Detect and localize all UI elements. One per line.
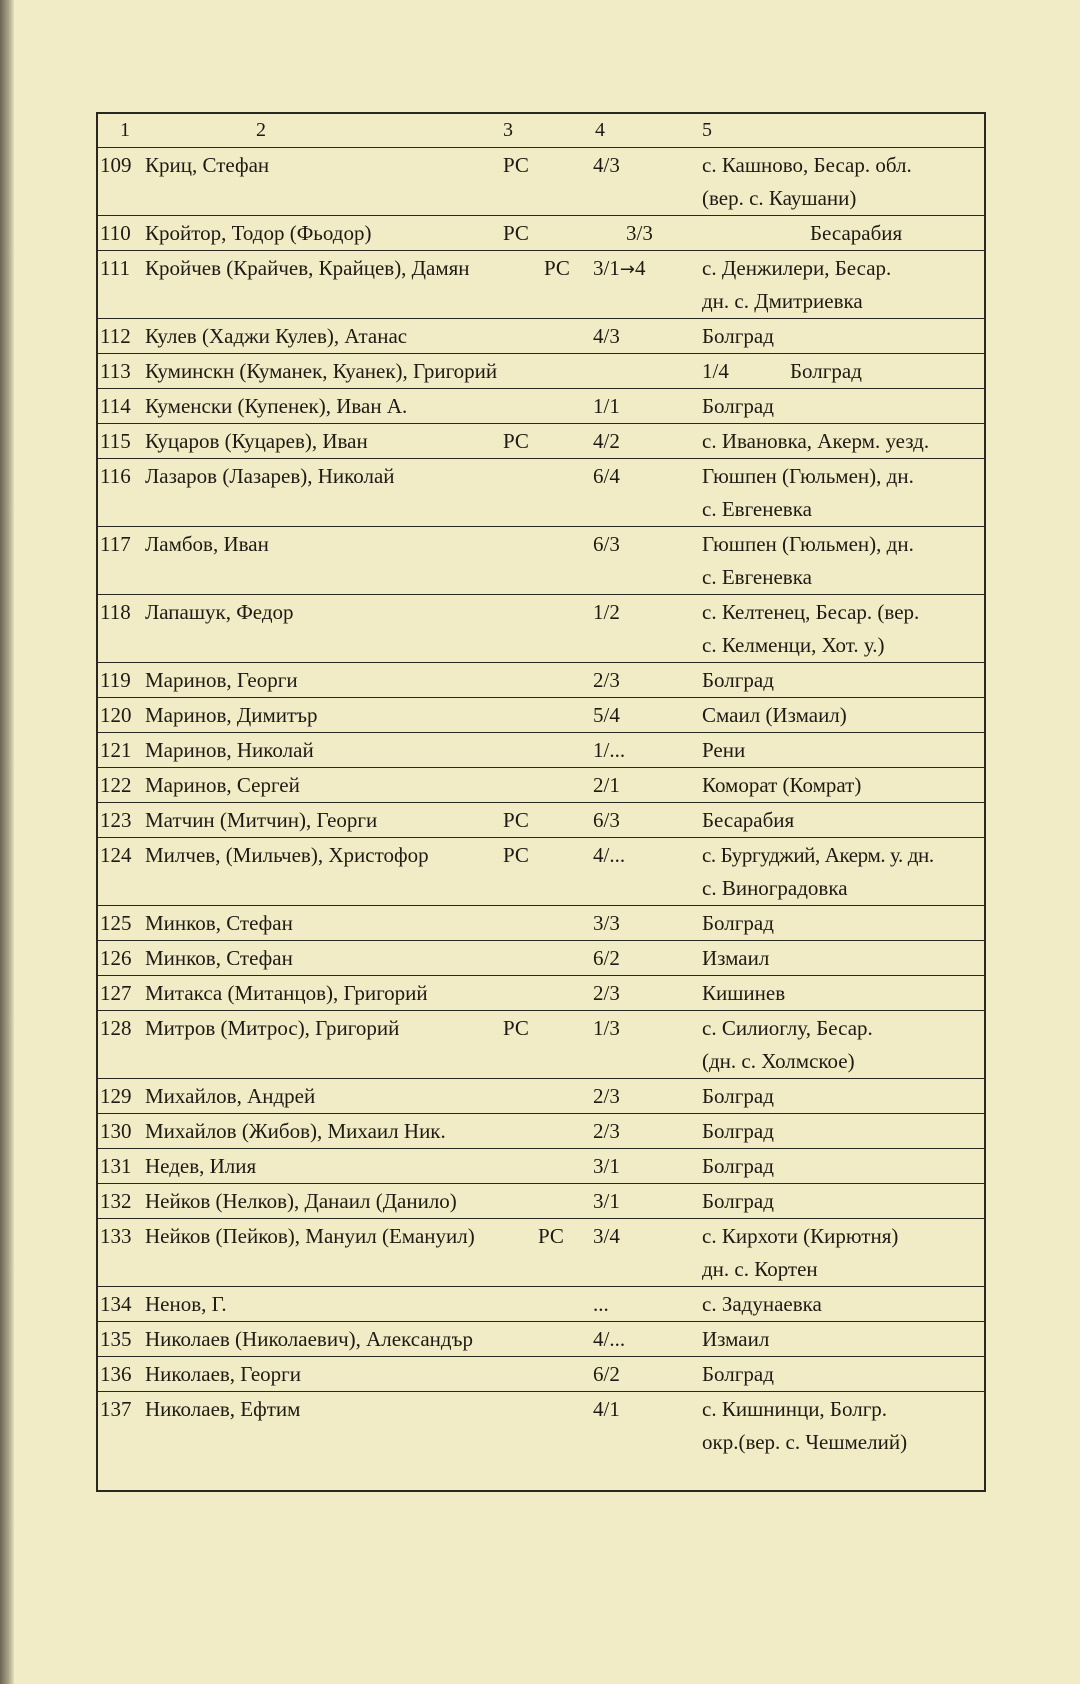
position-code: 4/...: [593, 1327, 626, 1351]
row-number: 111: [100, 256, 130, 280]
place-line-1: Болград: [790, 359, 862, 383]
place-line-1: Смаил (Измаил): [702, 703, 847, 727]
place-line-2: (дн. с. Холмское): [702, 1049, 855, 1073]
place-line-1: Измаил: [702, 946, 770, 970]
row-number: 116: [100, 464, 131, 488]
place-line-2: с. Келменци, Хот. у.): [702, 633, 885, 657]
position-code: 6/2: [593, 1362, 620, 1386]
position-code: 1/4: [702, 359, 729, 383]
row-number: 136: [100, 1362, 132, 1386]
register-table: [96, 112, 986, 1492]
table-row: [98, 318, 984, 353]
place-line-1: Бесарабия: [810, 221, 903, 245]
position-code: 3/4: [593, 1224, 620, 1248]
person-name: Лазаров (Лазарев), Николай: [145, 464, 395, 488]
position-code: 2/3: [593, 1119, 620, 1143]
row-number: 114: [100, 394, 131, 418]
rc-mark: РС: [544, 256, 570, 280]
position-code: 2/3: [593, 1084, 620, 1108]
place-line-1: Болград: [702, 911, 774, 935]
person-name: Кройтор, Тодор (Фьодор): [145, 221, 372, 245]
table-row: [98, 662, 984, 697]
row-number: 124: [100, 843, 132, 867]
table-row: [98, 388, 984, 423]
table-row: [98, 526, 984, 594]
table-row: [98, 802, 984, 837]
person-name: Куменски (Купенек), Иван А.: [145, 394, 408, 418]
place-line-1: Болград: [702, 668, 774, 692]
place-line-2: с. Евгеневка: [702, 497, 812, 521]
table-row: [98, 1218, 984, 1286]
row-number: 110: [100, 221, 131, 245]
row-number: 122: [100, 773, 132, 797]
position-code: 4/2: [593, 429, 620, 453]
position-code: 1/1: [593, 394, 620, 418]
table-row: [98, 147, 984, 215]
place-line-2: дн. с. Кортен: [702, 1257, 818, 1281]
person-name: Митров (Митрос), Григорий: [145, 1016, 400, 1040]
place-line-1: Бесарабия: [702, 808, 795, 832]
person-name: Нейков (Пейков), Мануил (Емануил): [145, 1224, 475, 1248]
place-line-1: с. Задунаевка: [702, 1292, 822, 1316]
table-row: [98, 250, 984, 318]
position-code-from: 3/1: [593, 256, 620, 280]
position-code: 4/3: [593, 153, 620, 177]
person-name: Маринов, Николай: [145, 738, 314, 762]
position-code: 5/4: [593, 703, 620, 727]
table-row: [98, 767, 984, 802]
row-number: 125: [100, 911, 132, 935]
table-row: [98, 1078, 984, 1113]
place-line-1: с. Келтенец, Бесар. (вер.: [702, 600, 920, 624]
person-name: Маринов, Георги: [145, 668, 298, 692]
place-line-1: Гюшпен (Гюльмен), дн.: [702, 464, 914, 488]
person-name: Кройчев (Крайчев, Крайцев), Дамян: [145, 256, 470, 280]
rc-mark: РС: [503, 843, 529, 867]
table-row: [98, 1010, 984, 1078]
place-line-2: с. Виноградовка: [702, 876, 848, 900]
place-line-1: Болград: [702, 1154, 774, 1178]
place-line-1: Измаил: [702, 1327, 770, 1351]
person-name: Митакса (Митанцов), Григорий: [145, 981, 428, 1005]
rc-mark: РС: [503, 1016, 529, 1040]
place-line-1: Болград: [702, 1084, 774, 1108]
table-row: [98, 905, 984, 940]
position-code: 3/3: [593, 911, 620, 935]
place-line-2: окр.(вер. с. Чешмелий): [702, 1430, 908, 1454]
position-code: 4/...: [593, 843, 626, 867]
position-code: 3/1: [593, 1189, 620, 1213]
place-line-1: Болград: [702, 1189, 774, 1213]
column-header-4: 4: [595, 119, 605, 141]
person-name: Михайлов, Андрей: [145, 1084, 316, 1108]
place-line-1: с. Ивановка, Акерм. уезд.: [702, 429, 930, 453]
person-name: Михайлов (Жибов), Михаил Ник.: [145, 1119, 446, 1143]
table-row: [98, 975, 984, 1010]
position-code: 2/3: [593, 981, 620, 1005]
table-row: [98, 1356, 984, 1391]
place-line-1: Болград: [702, 1362, 774, 1386]
place-line-2: с. Евгеневка: [702, 565, 812, 589]
position-code: 6/3: [593, 532, 620, 556]
place-line-2: дн. с. Дмитриевка: [702, 289, 863, 313]
place-line-1: Болград: [702, 324, 774, 348]
position-code: 6/2: [593, 946, 620, 970]
row-number: 127: [100, 981, 132, 1005]
position-code: 4/3: [593, 324, 620, 348]
table-row: [98, 1321, 984, 1356]
rc-mark: РС: [503, 153, 529, 177]
row-number: 137: [100, 1397, 132, 1421]
position-code: ...: [593, 1292, 609, 1316]
place-line-1: Болград: [702, 1119, 774, 1143]
row-number: 129: [100, 1084, 132, 1108]
rc-mark: РС: [538, 1224, 564, 1248]
place-line-1: с. Кашново, Бесар. обл.: [702, 153, 912, 177]
place-line-1: с. Денжилери, Бесар.: [702, 256, 892, 280]
table-row: [98, 423, 984, 458]
row-number: 120: [100, 703, 132, 727]
row-number: 118: [100, 600, 131, 624]
row-number: 126: [100, 946, 132, 970]
row-number: 121: [100, 738, 132, 762]
position-code-to: 4: [634, 256, 646, 280]
person-name: Маринов, Димитър: [145, 703, 318, 727]
place-line-1: Кишинев: [702, 981, 786, 1005]
position-code: 3/3: [626, 221, 653, 245]
person-name: Куминскн (Куманек, Куанек), Григорий: [145, 359, 498, 383]
table-row: [98, 1183, 984, 1218]
person-name: Ненов, Г.: [145, 1292, 227, 1316]
person-name: Минков, Стефан: [145, 946, 293, 970]
row-number: 135: [100, 1327, 132, 1351]
person-name: Николаев, Ефтим: [145, 1397, 301, 1421]
person-name: Лапашук, Федор: [145, 600, 294, 624]
row-number: 130: [100, 1119, 132, 1143]
book-spine-shadow: [0, 0, 14, 1684]
column-header-5: 5: [702, 119, 712, 141]
row-number: 113: [100, 359, 131, 383]
place-line-2: (вер. с. Каушани): [702, 186, 857, 210]
column-header-2: 2: [256, 119, 266, 141]
position-code: 6/3: [593, 808, 620, 832]
row-number: 134: [100, 1292, 132, 1316]
place-line-1: Коморат (Комрат): [702, 773, 862, 797]
table-header-row: [98, 114, 984, 147]
position-code: 2/3: [593, 668, 620, 692]
position-code: 2/1: [593, 773, 620, 797]
row-number: 133: [100, 1224, 132, 1248]
person-name: Николаев (Николаевич), Александър: [145, 1327, 473, 1351]
person-name: Криц, Стефан: [145, 153, 270, 177]
person-name: Минков, Стефан: [145, 911, 293, 935]
person-name: Матчин (Митчин), Георги: [145, 808, 378, 832]
row-number: 132: [100, 1189, 132, 1213]
position-code: 4/1: [593, 1397, 620, 1421]
row-number: 128: [100, 1016, 132, 1040]
place-line-1: Рени: [702, 738, 746, 762]
position-code: 1/3: [593, 1016, 620, 1040]
rc-mark: РС: [503, 808, 529, 832]
table-row: [98, 353, 984, 388]
person-name: Николаев, Георги: [145, 1362, 302, 1386]
person-name: Кулев (Хаджи Кулев), Атанас: [145, 324, 408, 348]
table-row: [98, 594, 984, 662]
table-row: [98, 215, 984, 250]
table-row: [98, 940, 984, 975]
rc-mark: РС: [503, 221, 529, 245]
row-number: 131: [100, 1154, 132, 1178]
column-header-3: 3: [503, 119, 513, 141]
rc-mark: РС: [503, 429, 529, 453]
person-name: Ламбов, Иван: [145, 532, 269, 556]
place-line-1: с. Бургуджий, Акерм. у. дн.: [702, 843, 934, 867]
place-line-1: с. Кишнинци, Болгр.: [702, 1397, 888, 1421]
table-row: [98, 837, 984, 905]
arrow-right-icon: →: [619, 259, 635, 280]
row-number: 119: [100, 668, 131, 692]
person-name: Милчев, (Мильчев), Христофор: [145, 843, 429, 867]
position-code: 6/4: [593, 464, 620, 488]
row-number: 112: [100, 324, 131, 348]
row-number: 123: [100, 808, 132, 832]
position-code: 1/...: [593, 738, 626, 762]
place-line-1: с. Силиоглу, Бесар.: [702, 1016, 873, 1040]
table-row: [98, 697, 984, 732]
place-line-1: с. Кирхоти (Кирютня): [702, 1224, 899, 1248]
place-line-1: Гюшпен (Гюльмен), дн.: [702, 532, 914, 556]
person-name: Недев, Илия: [145, 1154, 257, 1178]
table-row: [98, 1148, 984, 1183]
position-code: [593, 251, 645, 287]
table-row: [98, 732, 984, 767]
row-number: 109: [100, 153, 132, 177]
person-name: Нейков (Нелков), Данаил (Данило): [145, 1189, 457, 1213]
row-number: 115: [100, 429, 131, 453]
table-row: [98, 1286, 984, 1321]
place-line-1: Болград: [702, 394, 774, 418]
column-header-1: 1: [120, 119, 130, 141]
position-code: 3/1: [593, 1154, 620, 1178]
table-row: [98, 1391, 984, 1490]
table-row: [98, 458, 984, 526]
row-number: 117: [100, 532, 131, 556]
person-name: Куцаров (Куцарев), Иван: [145, 429, 368, 453]
table-row: [98, 1113, 984, 1148]
person-name: Маринов, Сергей: [145, 773, 300, 797]
position-code: 1/2: [593, 600, 620, 624]
